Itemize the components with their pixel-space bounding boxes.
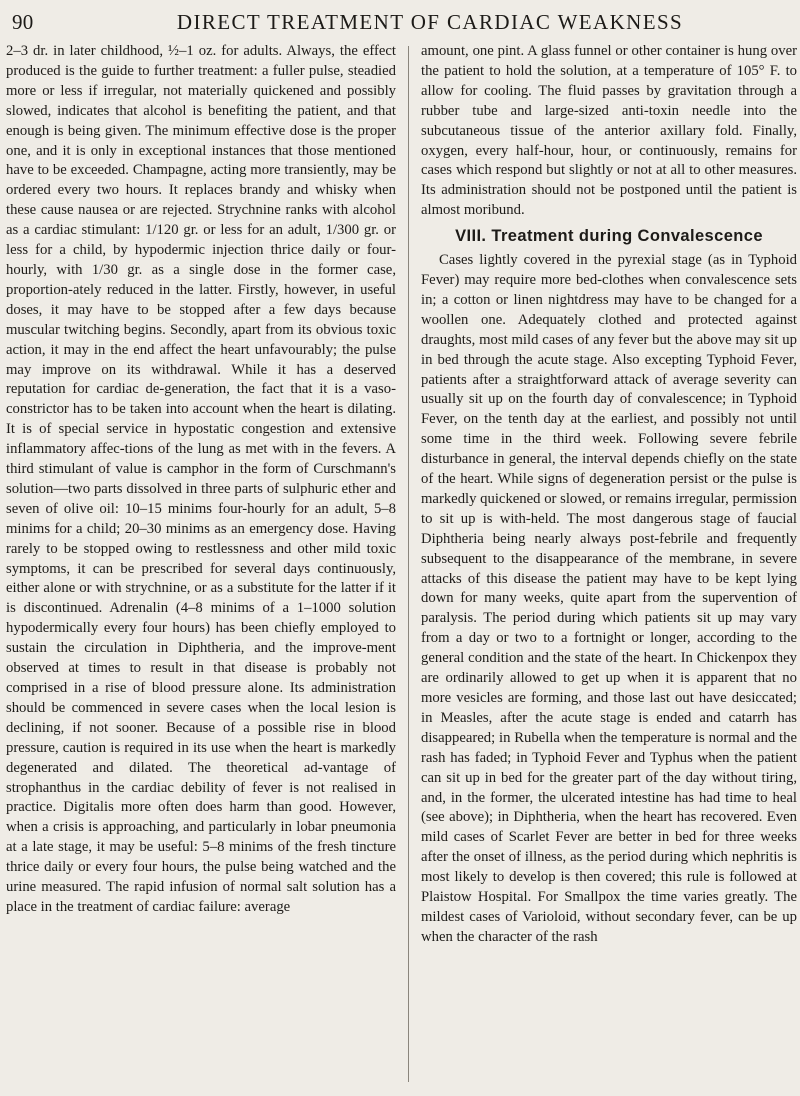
running-header (12, 10, 788, 36)
page-number: 90 (12, 10, 34, 34)
left-column-text: 2–3 dr. in later childhood, ½–1 oz. for adults. Always, the effect produced is the guide to further treatment: a fuller pulse, steadied more or less if irregular, not materially quickened and possibly slowed, indicates that alcohol is benefiting the patient, and that enough is being given. The minimum effective dose is the proper one, and it is only in exceptional instances that those mentioned have to be exceeded. Champagne, acting more transiently, may be ordered every two hours. It replaces brandy and whisky when these cause nausea or are rejected. Strychnine ranks with alcohol as a cardiac stimulant: 1/120 gr. or less for an adult, 1/300 gr. or less for a child, by hypodermic injection thrice daily or four-hourly, with 1/30 gr. as a single dose in the former case, proportion-ately reduced in the latter. Firstly, however, in useful doses, it may have to be stopped after a few days because muscular twitching begins. Secondly, apart from its obvious toxic action, it may in the end affect the heart unfavourably; the pulse may improve on its withdrawal. While it has a deserved reputation for cardiac de-generation, the fact that it is a vaso-constrictor has to be taken into account when the heart is dilating. It is of special service in hypostatic congestion and extensive inflammatory affec-tions of the lung as met with in the fevers. A third stimulant of value is camphor in the form of Curschmann's solution—two parts dissolved in three parts of sulphuric ether and seven of olive oil: 10–15 minims four-hourly for an adult, 5–8 minims for a child; 20–30 minims as an emergency dose. Having rarely to be stopped owing to restlessness and other mild toxic symptoms, it can be prescribed for several days continuously, either alone or with strychnine, or as a substitute for the latter if it is discontinued. Adrenalin (4–8 minims of a 1–1000 solution hypodermically every four hours) has been chiefly employed to sustain the circulation in Diphtheria, and the improve-ment observed at times to result in that disease is probably not comprised in a rise of blood pressure alone. Its administration should be commenced in severe cases when the local lesion is declining, if not sooner. Because of a possible rise in blood pressure, caution is required in its use when the heart is markedly degenerated and dilated. The theoretical ad-vantage of strophanthus in the cardiac debility of fever is not realised in practice. Digitalis more often does harm than good. However, when a crisis is approaching, and particularly in lobar pneumonia at a late stage, it may be useful: 5–8 minims of the fresh tincture thrice daily or every four hours, the pulse being watched and the urine measured. The rapid infusion of normal salt solution has a place in the treatment of cardiac failure: average (6, 43, 396, 915)
column-divider (408, 46, 409, 1082)
right-column (421, 42, 797, 1082)
right-column-text-bottom: Cases lightly covered in the pyrexial stage (as in Typhoid Fever) may require more bed-clothes when convalescence sets in; a cotton or linen nightdress may have to be changed for a woollen one. Adequately clothed and protected against draughts, most mild cases of any fever but the above may sit up in bed through the acute stage. Also excepting Typhoid Fever, patients after a straightforward attack of average severity can usually sit up on the fourth day of convalescence; in Typhoid Fever, on the tenth day at the earliest, and possibly not until some time in the third week. Following severe febrile disturbance in general, the interval depends chiefly on the state of the heart. While signs of degeneration persist or the pulse is markedly quickened or slowed, or remains irregular, permission to sit up is with-held. The most dangerous stage of faucial Diphtheria being nearly always post-febrile and frequently subsequent to the disappearance of the membrane, in severe attacks of this disease the patient may have to be kept lying down for many weeks, quite apart from the supervention of paralysis. The period during which patients sit up may vary from a day or two to a fortnight or longer, according to the general condition and the state of the heart. In Chickenpox they are ordinarily allowed to get up when it is apparent that no more vesicles are forming, and those last out have desiccated; in Measles, after the acute stage is ended and catarrh has disappeared; in Rubella when the temperature is normal and the rash has faded; in Typhoid Fever and Typhus when the patient can sit up in bed for the greater part of the day without tiring, and, in the former, the ulcerated intestine has had time to heal (see above); in Diphtheria, when the heart has recovered. Even mild cases of Scarlet Fever are better in bed for three weeks after the onset of illness, as the period during which nephritis is most likely to develop is then covered; this rule is followed at Plaistow Hospital. For Smallpox the time varies greatly. The mildest cases of Varioloid, without secondary fever, can be up when the character of the rash (421, 252, 797, 945)
right-column-text-top: amount, one pint. A glass funnel or other container is hung over the patient to hold the solution, at a temperature of 105° F. to allow for cooling. The fluid passes by gravitation through a rubber tube and large-sized anti-toxin needle into the subcutaneous tissue of the anterior axillary fold. Finally, oxygen, every half-hour, hour, or continuously, remains for cases which respond but slightly or not at all to other measures. Its administration should not be postponed until the patient is almost moribund. (421, 43, 797, 219)
left-column (6, 42, 396, 1082)
section-heading: VIII. Treatment during Convalescence (455, 227, 763, 246)
running-title: DIRECT TREATMENT OF CARDIAC WEAKNESS (176, 10, 684, 34)
